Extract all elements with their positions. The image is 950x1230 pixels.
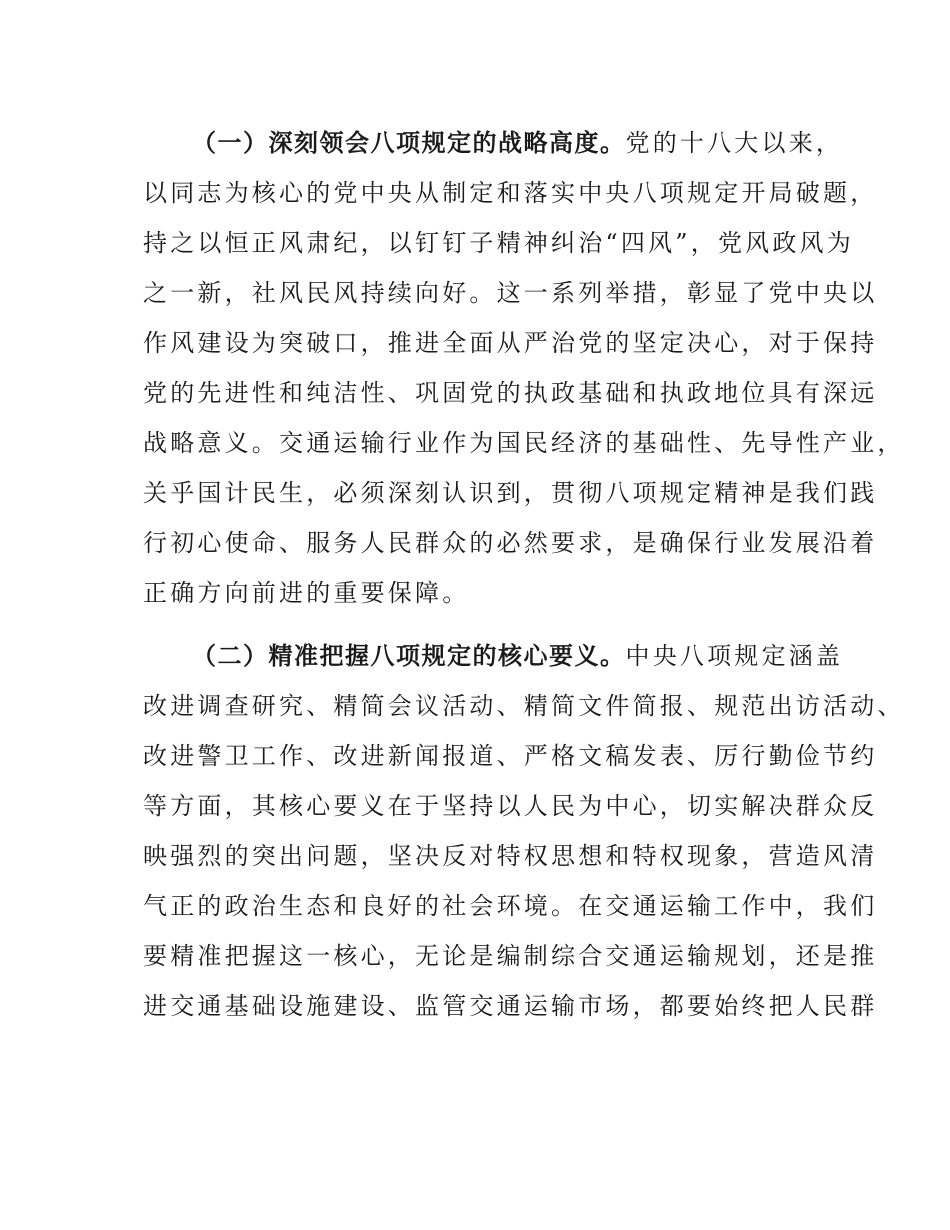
- paragraph-line: 中央八项规定涵盖: [625, 642, 844, 670]
- paragraph-line: 关乎国计民生，必须深刻认识到，贯彻八项规定精神是我们践: [143, 479, 878, 507]
- paragraph-line: 气正的政治生态和良好的社会环境。在交通运输工作中，我们: [143, 892, 878, 920]
- paragraph-line: 正确方向前进的重要保障。: [143, 579, 470, 607]
- section-1-heading: （一）深刻领会八项规定的战略高度。: [192, 129, 626, 157]
- section-2-first-line: [192, 641, 843, 671]
- paragraph-line: 行初心使命、服务人民群众的必然要求，是确保行业发展沿着: [143, 529, 878, 557]
- section-1-first-line: [192, 128, 843, 158]
- paragraph-line: 作风建设为突破口，推进全面从严治党的坚定决心，对于保持: [143, 329, 878, 357]
- paragraph-line: 改进调查研究、精简会议活动、精简文件简报、规范出访活动、: [143, 692, 905, 720]
- paragraph-line: 等方面，其核心要义在于坚持以人民为中心，切实解决群众反: [143, 792, 878, 820]
- paragraph-line: 战略意义。交通运输行业作为国民经济的基础性、先导性产业，: [143, 429, 905, 457]
- paragraph-line: 党的十八大以来，: [625, 129, 844, 157]
- paragraph-line: 要精准把握这一核心，无论是编制综合交通运输规划，还是推: [143, 942, 878, 970]
- paragraph-line: 进交通基础设施建设、监管交通运输市场，都要始终把人民群: [143, 992, 878, 1020]
- paragraph-line: 党的先进性和纯洁性、巩固党的执政基础和执政地位具有深远: [143, 379, 878, 407]
- paragraph-line: 持之以恒正风肃纪，以钉钉子精神纠治“四风”，党风政风为: [143, 229, 854, 257]
- paragraph-line: 以同志为核心的党中央从制定和落实中央八项规定开局破题，: [143, 179, 878, 207]
- paragraph-line: 映强烈的突出问题，坚决反对特权思想和特权现象，营造风清: [143, 842, 878, 870]
- paragraph-line: 之一新，社风民风持续向好。这一系列举措，彰显了党中央以: [143, 279, 878, 307]
- paragraph-line: 改进警卫工作、改进新闻报道、严格文稿发表、厉行勤俭节约: [143, 742, 878, 770]
- section-2-heading: （二）精准把握八项规定的核心要义。: [192, 642, 626, 670]
